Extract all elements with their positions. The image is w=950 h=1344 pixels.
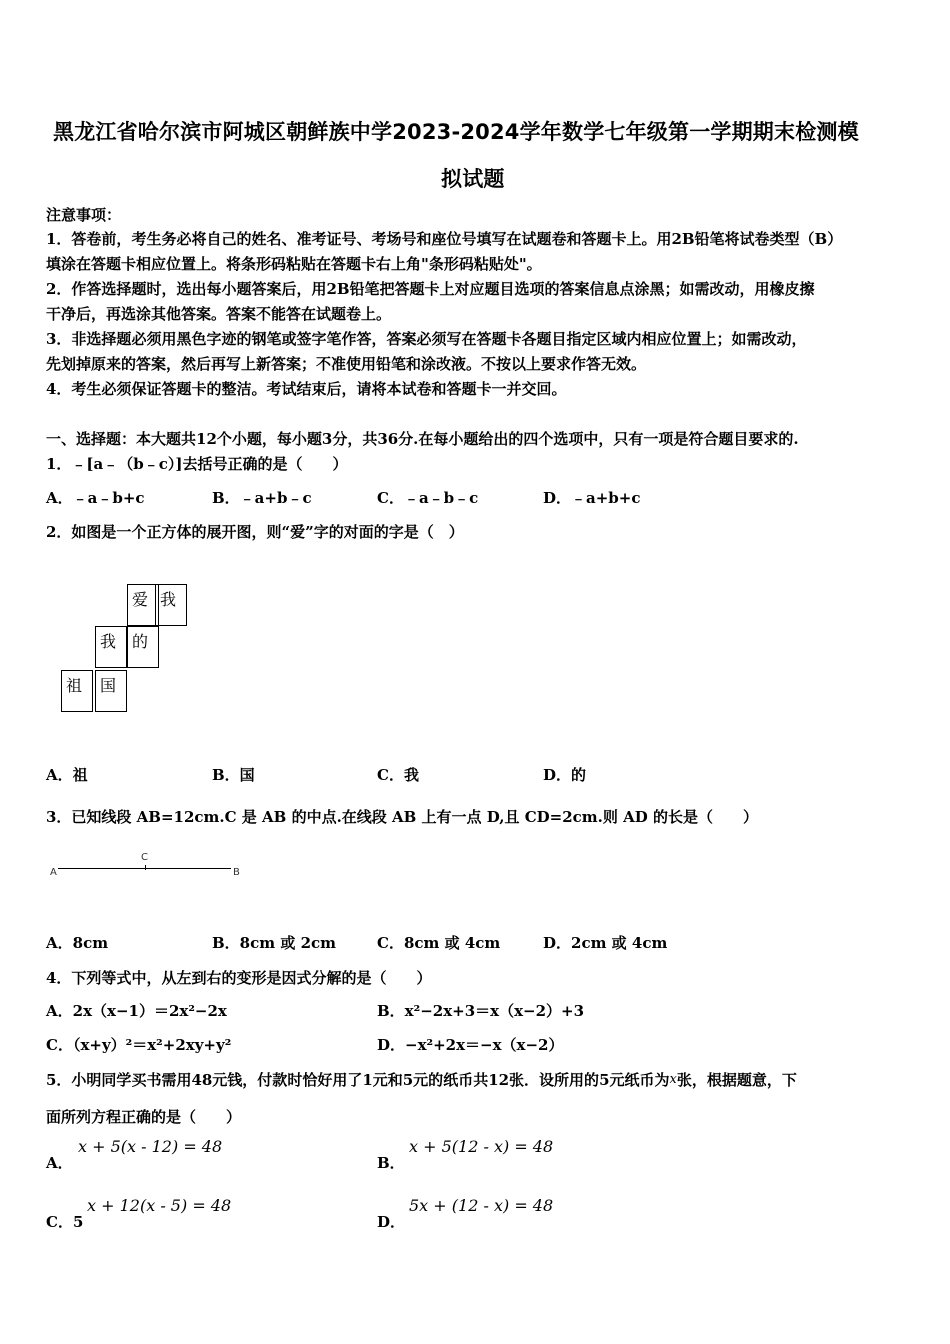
notice-line: 填涂在答题卡相应位置上。将条形码粘贴在答题卡右上角"条形码粘贴处"。 xyxy=(46,255,542,273)
net-cell: 我 xyxy=(95,626,127,668)
q2-option-c[interactable]: C．我 xyxy=(377,766,419,784)
question-5-stem-line-1 xyxy=(46,1069,797,1090)
q5-option-d[interactable]: D． xyxy=(377,1213,406,1231)
q2-option-a[interactable]: A．祖 xyxy=(46,766,88,784)
option-letter: C． xyxy=(46,1213,73,1231)
page-title-line-1: 黑龙江省哈尔滨市阿城区朝鲜族中学2023-2024学年数学七年级第一学期期末检测模 xyxy=(53,120,859,144)
q3-option-c[interactable]: C．8cm 或 4cm xyxy=(377,934,501,952)
q5-option-a[interactable]: A． xyxy=(46,1154,73,1172)
q5-equation-b: x + 5(12 - x) = 48 xyxy=(409,1137,554,1156)
q1-option-a[interactable]: A．﹣a﹣b+c xyxy=(46,489,145,507)
question-4-stem: 4．下列等式中，从左到右的变形是因式分解的是（ ） xyxy=(46,969,432,987)
option-prefix: 5 xyxy=(72,1213,84,1231)
q4-option-a[interactable]: A．2x（x−1）＝2x²−2x xyxy=(46,1002,227,1020)
q1-option-c[interactable]: C．﹣a﹣b﹣c xyxy=(377,489,479,507)
q5-equation-d: 5x + (12 - x) = 48 xyxy=(409,1196,554,1215)
q3-option-b[interactable]: B．8cm 或 2cm xyxy=(212,934,337,952)
q2-option-b[interactable]: B．国 xyxy=(212,766,255,784)
q4-option-c[interactable]: C．（x+y）²＝x²+2xy+y² xyxy=(46,1036,232,1054)
notice-line: 4．考生必须保证答题卡的整洁。考试结束后，请将本试卷和答题卡一并交回。 xyxy=(46,380,567,398)
net-cell: 国 xyxy=(95,670,127,712)
notice-line: 先划掉原来的答案，然后再写上新答案；不准使用铅笔和涂改液。不按以上要求作答无效。 xyxy=(46,355,647,373)
notice-line: 1．答卷前，考生务必将自己的姓名、准考证号、考场号和座位号填写在试题卷和答题卡上。用2B铅笔将试卷类型（B） xyxy=(46,230,843,248)
question-3-stem: 3．已知线段 AB=12cm.C 是 AB 的中点.在线段 AB 上有一点 D,且 CD=2cm.则 AD 的长是（ ） xyxy=(46,808,758,826)
midpoint-tick xyxy=(145,865,146,870)
variable-x: x xyxy=(669,1072,677,1087)
q5-option-c[interactable] xyxy=(46,1211,83,1232)
q3-option-d[interactable]: D．2cm 或 4cm xyxy=(543,934,668,952)
q5-equation-a: x + 5(x - 12) = 48 xyxy=(78,1137,223,1156)
notice-line: 2．作答选择题时，选出每小题答案后，用2B铅笔把答题卡上对应题目选项的答案信息点涂黑；如需改动，用橡皮擦 xyxy=(46,280,815,298)
notice-line: 干净后，再选涂其他答案。答案不能答在试题卷上。 xyxy=(46,305,392,323)
point-label-a: A xyxy=(50,867,57,878)
point-label-b: B xyxy=(233,867,240,878)
q3-option-a[interactable]: A．8cm xyxy=(46,934,109,952)
net-cell: 的 xyxy=(127,626,159,668)
q4-option-d[interactable]: D．−x²+2x＝−x（x−2） xyxy=(377,1036,564,1054)
net-cell: 我 xyxy=(155,584,187,626)
question-2-stem: 2．如图是一个正方体的展开图，则“爱”字的对面的字是（ ） xyxy=(46,523,464,541)
q5-equation-c: x + 12(x - 5) = 48 xyxy=(87,1196,232,1215)
notice-heading: 注意事项： xyxy=(46,206,122,224)
q1-option-b[interactable]: B．﹣a+b﹣c xyxy=(212,489,312,507)
net-cell: 爱 xyxy=(127,584,159,626)
q4-option-b[interactable]: B．x²−2x+3＝x（x−2）+3 xyxy=(377,1002,585,1020)
q2-option-d[interactable]: D．的 xyxy=(543,766,587,784)
page-title-line-2: 拟试题 xyxy=(441,167,505,191)
stem-text: 5．小明同学买书需用48元钱，付款时恰好用了1元和5元的纸币共12张．设所用的5元纸币为 xyxy=(46,1071,670,1089)
q1-option-d[interactable]: D．﹣a+b+c xyxy=(543,489,641,507)
notice-line: 3．非选择题必须用黑色字迹的钢笔或签字笔作答，答案必须写在答题卡各题目指定区域内相应位置上；如需改动， xyxy=(46,330,807,348)
point-label-c: C xyxy=(141,852,148,863)
section-heading: 一、选择题：本大题共12个小题，每小题3分，共36分.在每小题给出的四个选项中，只有一项是符合题目要求的. xyxy=(46,430,799,448)
stem-text-end: 张，根据题意，下 xyxy=(676,1071,797,1089)
question-1-stem: 1．﹣[a﹣（b﹣c）]去括号正确的是（ ） xyxy=(46,455,348,473)
q5-option-b[interactable]: B． xyxy=(377,1154,405,1172)
net-cell: 祖 xyxy=(61,670,93,712)
question-5-stem-line-2: 面所列方程正确的是（ ） xyxy=(46,1108,242,1126)
